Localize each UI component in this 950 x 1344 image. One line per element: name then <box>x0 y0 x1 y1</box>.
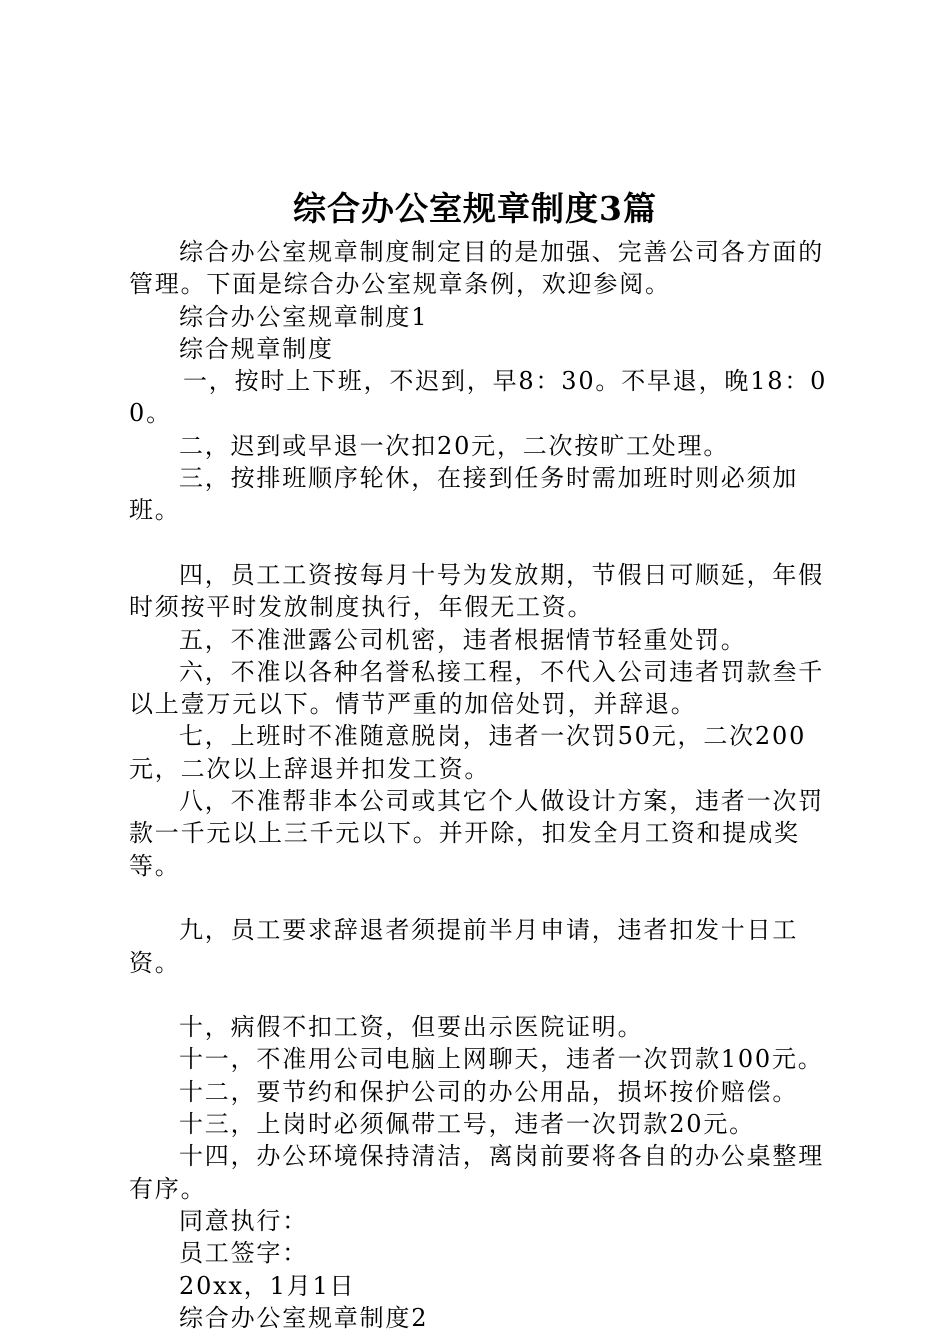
rule-item: 十四，办公环境保持清洁，离岗前要将各自的办公桌整理有序。 <box>129 1142 824 1203</box>
rule-item: 十，病假不扣工资，但要出示医院证明。 <box>179 1013 644 1042</box>
rule-item: 六，不准以各种名誉私接工程，不代入公司违者罚款叁千以上壹万元以下。情节严重的加倍处罚，并辞退。 <box>129 657 824 719</box>
section-heading: 综合办公室规章制度2 <box>179 1303 429 1332</box>
rule-item: 三，按排班顺序轮休，在接到任务时需加班时则必须加班。 <box>129 464 799 525</box>
intro-paragraph: 综合办公室规章制度制定目的是加强、完善公司各方面的管理。下面是综合办公室规章条例，欢迎参阅。 <box>129 238 824 299</box>
date-line: 20xx，1月1日 <box>179 1271 356 1300</box>
signature-label: 员工签字： <box>179 1239 308 1268</box>
document-body <box>129 236 839 1334</box>
rule-item: 七，上班时不准随意脱岗，违者一次罚50元，二次200元，二次以上辞退并扣发工资。 <box>129 722 807 783</box>
section-heading: 综合办公室规章制度1 <box>179 302 429 331</box>
rule-item: 八，不准帮非本公司或其它个人做设计方案，违者一次罚款一千元以上三千元以下。并开除，扣发全月工资和提成奖等。 <box>129 787 824 880</box>
rule-item: 十二，要节约和保护公司的办公用品，损坏按价赔偿。 <box>179 1077 799 1106</box>
rule-item: 五，不准泄露公司机密，违者根据情节轻重处罚。 <box>179 625 747 654</box>
rule-item: 十一，不准用公司电脑上网聊天，违者一次罚款100元。 <box>179 1045 824 1074</box>
rule-item: 四，员工工资按每月十号为发放期，节假日可顺延，年假时须按平时发放制度执行，年假无工资。 <box>129 560 824 622</box>
subsection-heading: 综合规章制度 <box>179 334 334 363</box>
rule-item: 十三，上岗时必须佩带工号，违者一次罚款20元。 <box>179 1110 755 1139</box>
approval-label: 同意执行： <box>179 1206 308 1235</box>
rule-item: 九，员工要求辞退者须提前半月申请，违者扣发十日工资。 <box>129 916 799 977</box>
document-title: 综合办公室规章制度3篇 <box>293 189 657 228</box>
rule-item: 二，迟到或早退一次扣20元，二次按旷工处理。 <box>179 431 730 460</box>
rule-item: 一，按时上下班，不迟到，早8：30。不早退，晚18：00。 <box>129 367 828 428</box>
